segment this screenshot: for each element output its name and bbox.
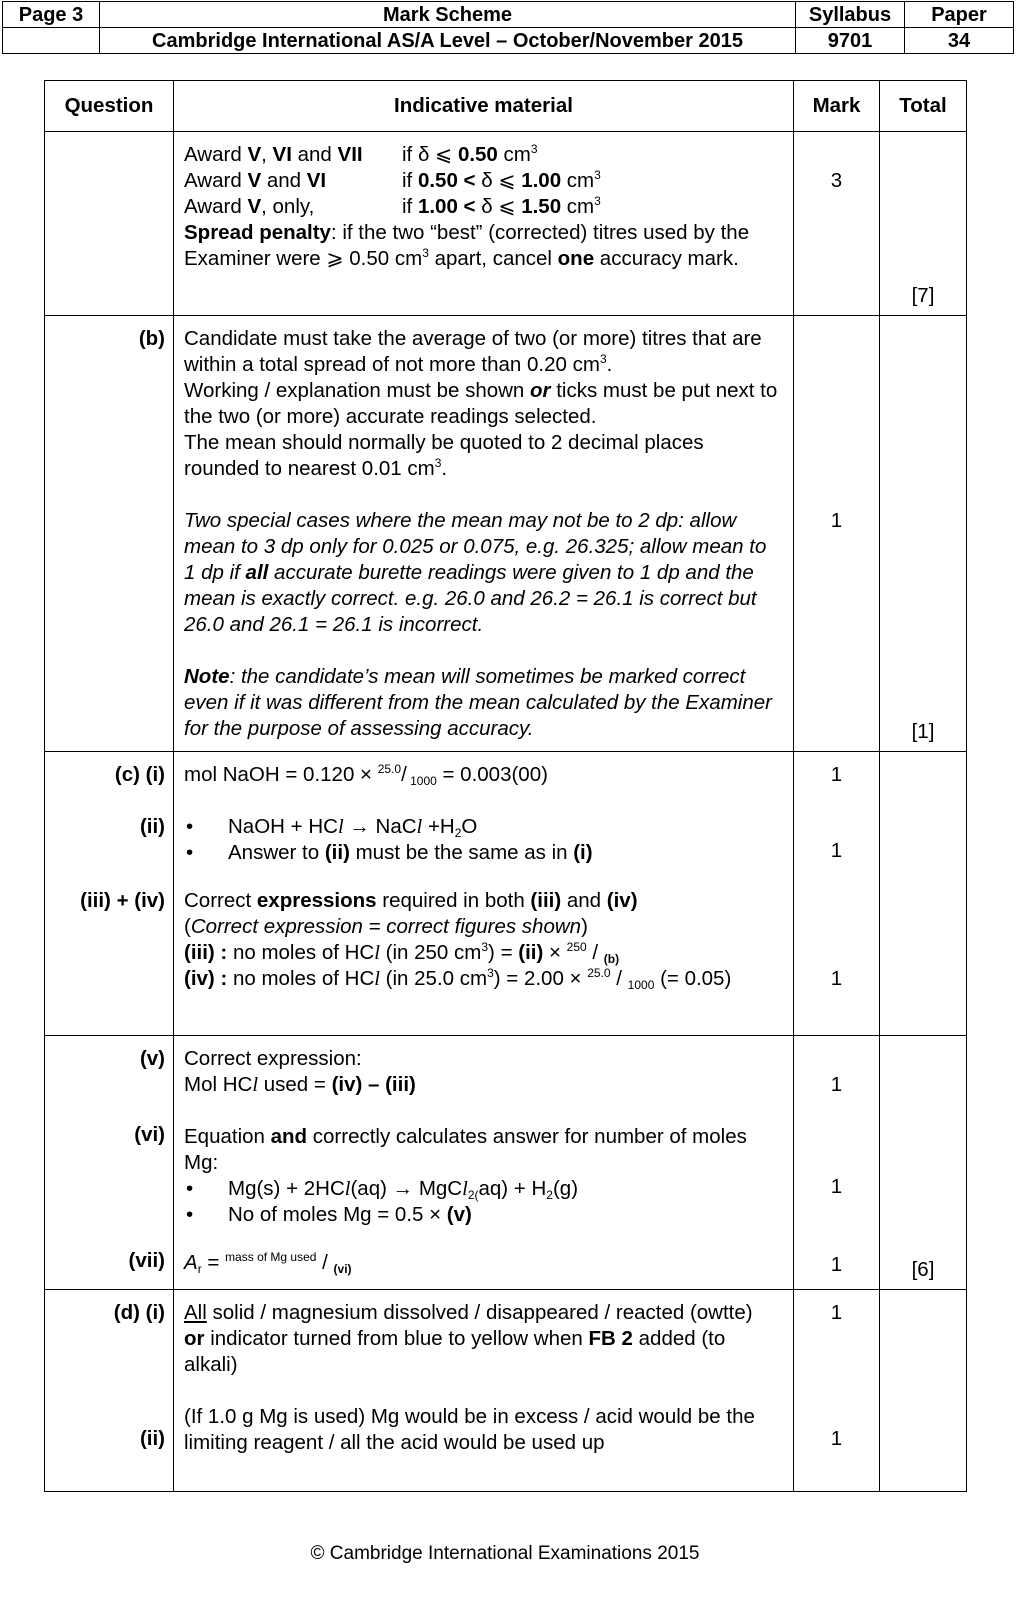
question-cell — [45, 1036, 174, 1290]
mark-value: 1 — [830, 1301, 843, 1324]
question-cell — [45, 752, 174, 1036]
mark-value: 1 — [830, 967, 843, 990]
mark-cell — [794, 1290, 880, 1492]
text-line: (iv) : no moles of HCl (in 25.0 $cm^3) = 2.00 \times ^{25.0} / _{1000}$ (= 0.05) — [184, 966, 732, 992]
total-cell: [6] — [880, 1036, 967, 1290]
mark-cell — [794, 752, 880, 1036]
mark-value: 1 — [830, 1253, 843, 1276]
text-line: All solid / magnesium dissolved / disappeared / reacted (owtte) — [184, 1301, 753, 1324]
text-line: (iii) : no moles of HCl (in 250 $cm^3) = (ii) \times ^{250} / _{(b)}$ — [184, 940, 620, 966]
table-row — [45, 132, 967, 316]
text-line: mol NaOH = 0.120 × $^{25.0}$/ $_{1000}$ = 0.003(00) — [184, 762, 548, 788]
award-line: Award V, only, if 1.00 < δ ⩽ 1.50 $cm^3$ — [184, 194, 601, 218]
header-table — [2, 1, 1014, 54]
column-header-indicative-material: Indicative material — [174, 81, 794, 132]
table-row — [45, 316, 967, 752]
text-line: Correct expression: — [184, 1047, 362, 1070]
copyright-footer: © Cambridge International Examinations 2015 — [310, 1543, 700, 1564]
text-line: (Correct expression = correct figures shown) — [184, 915, 588, 938]
bullet-item: • No of moles Mg = 0.5 × (v) — [184, 1202, 783, 1228]
award-line: Award V, VI and VII if δ ⩽ 0.50 $cm^3$ — [184, 142, 538, 166]
mark-value: 1 — [830, 1073, 843, 1096]
question-label: (d) (i) — [113, 1301, 165, 1324]
text-line: Equation and correctly calculates answer for number of moles Mg: — [184, 1125, 747, 1174]
mark-cell: 3 — [794, 132, 880, 316]
total-cell: [7] — [880, 132, 967, 316]
page-number: Page 3 — [3, 2, 100, 28]
text-line: $A_r = ^{mass of Mg used} / _{(vi)}$ — [184, 1250, 352, 1276]
mark-value: 1 — [830, 1175, 843, 1198]
question-label: (vi) — [134, 1123, 165, 1146]
question-cell: (b) — [45, 316, 174, 752]
indicative-cell — [174, 316, 794, 752]
table-row — [45, 1290, 967, 1492]
bullet-item: • NaOH + HCl → NaCl $+H_2O$ — [184, 814, 783, 840]
column-header-total: Total — [880, 81, 967, 132]
special-cases-text: Two special cases where the mean may not be to 2 dp: allow mean to 3 dp only for 0.025 or 0.075, e.g. 26.325; allow mean to 1 dp if all accurate burette readings were given to 1 dp and the mean is exactly correct. e.g. 26.0 and 26.2 = 26.1 is correct but 26.0 and 26.1 = 26.1 is incorrect. — [184, 509, 767, 636]
indicative-cell — [174, 752, 794, 1036]
question-label: (v) — [139, 1047, 165, 1070]
text-line: Candidate must take the average of two (or more) titres that are within a total spread of not more than 0.20 $cm^3$. — [184, 327, 762, 376]
question-label: (ii) — [139, 1427, 165, 1450]
question-label: (vii) — [128, 1249, 165, 1272]
note-text: Note: the candidate’s mean will sometimes be marked correct even if it was different from the mean calculated by the Examiner for the purpose of assessing accuracy. — [184, 665, 772, 740]
question-label: (ii) — [139, 815, 165, 838]
paper-label: Paper — [905, 2, 1014, 28]
indicative-cell — [174, 1290, 794, 1492]
table-row — [45, 1036, 967, 1290]
header-blank-cell — [3, 28, 100, 54]
text-line: Mol HCl used = (iv) – (iii) — [184, 1073, 416, 1096]
paper-number: 34 — [905, 28, 1014, 54]
question-label: (c) (i) — [114, 763, 165, 786]
question-cell — [45, 132, 174, 316]
award-line: Award V and VI if 0.50 < δ ⩽ 1.00 $cm^3$ — [184, 168, 601, 192]
text-line: Working / explanation must be shown or ticks must be put next to the two (or more) accurate readings selected. — [184, 379, 778, 428]
text-line: The mean should normally be quoted to 2 decimal places rounded to nearest 0.01 $cm^3$. — [184, 431, 704, 480]
total-cell — [880, 1290, 967, 1492]
mark-cell: 1 — [794, 316, 880, 752]
syllabus-label: Syllabus — [796, 2, 905, 28]
text-line: (If 1.0 g Mg is used) Mg would be in excess / acid would be the limiting reagent / all the acid would be used up — [184, 1405, 755, 1454]
total-cell: [1] — [880, 316, 967, 752]
syllabus-code: 9701 — [796, 28, 905, 54]
question-cell — [45, 1290, 174, 1492]
column-header-mark: Mark — [794, 81, 880, 132]
text-line: Correct expressions required in both (iii) and (iv) — [184, 889, 638, 912]
table-row — [45, 752, 967, 1036]
mark-value: 1 — [830, 839, 843, 862]
document-title: Mark Scheme — [100, 2, 796, 28]
mark-cell — [794, 1036, 880, 1290]
indicative-cell — [174, 132, 794, 316]
column-header-question: Question — [45, 81, 174, 132]
indicative-cell — [174, 1036, 794, 1290]
document-subtitle: Cambridge International AS/A Level – October/November 2015 — [100, 28, 796, 54]
table-header-row — [45, 81, 967, 132]
mark-value: 1 — [830, 763, 843, 786]
question-label: (iii) + (iv) — [80, 889, 165, 912]
text-line: or indicator turned from blue to yellow when FB 2 added (to alkali) — [184, 1327, 726, 1376]
mark-value: 1 — [830, 1427, 843, 1450]
spread-penalty-text: Spread penalty: if the two “best” (corrected) titres used by the Examiner were ⩾ 0.50 $cm^3$ apart, cancel one accuracy mark. — [184, 221, 750, 270]
bullet-item: • Mg(s) + 2HCl(aq) → MgCl$_{2(}$aq) + $H_2(g)$ — [184, 1176, 783, 1202]
bullet-item: • Answer to (ii) must be the same as in (i) — [184, 840, 783, 866]
total-cell — [880, 752, 967, 1036]
mark-scheme-table — [44, 80, 967, 1492]
